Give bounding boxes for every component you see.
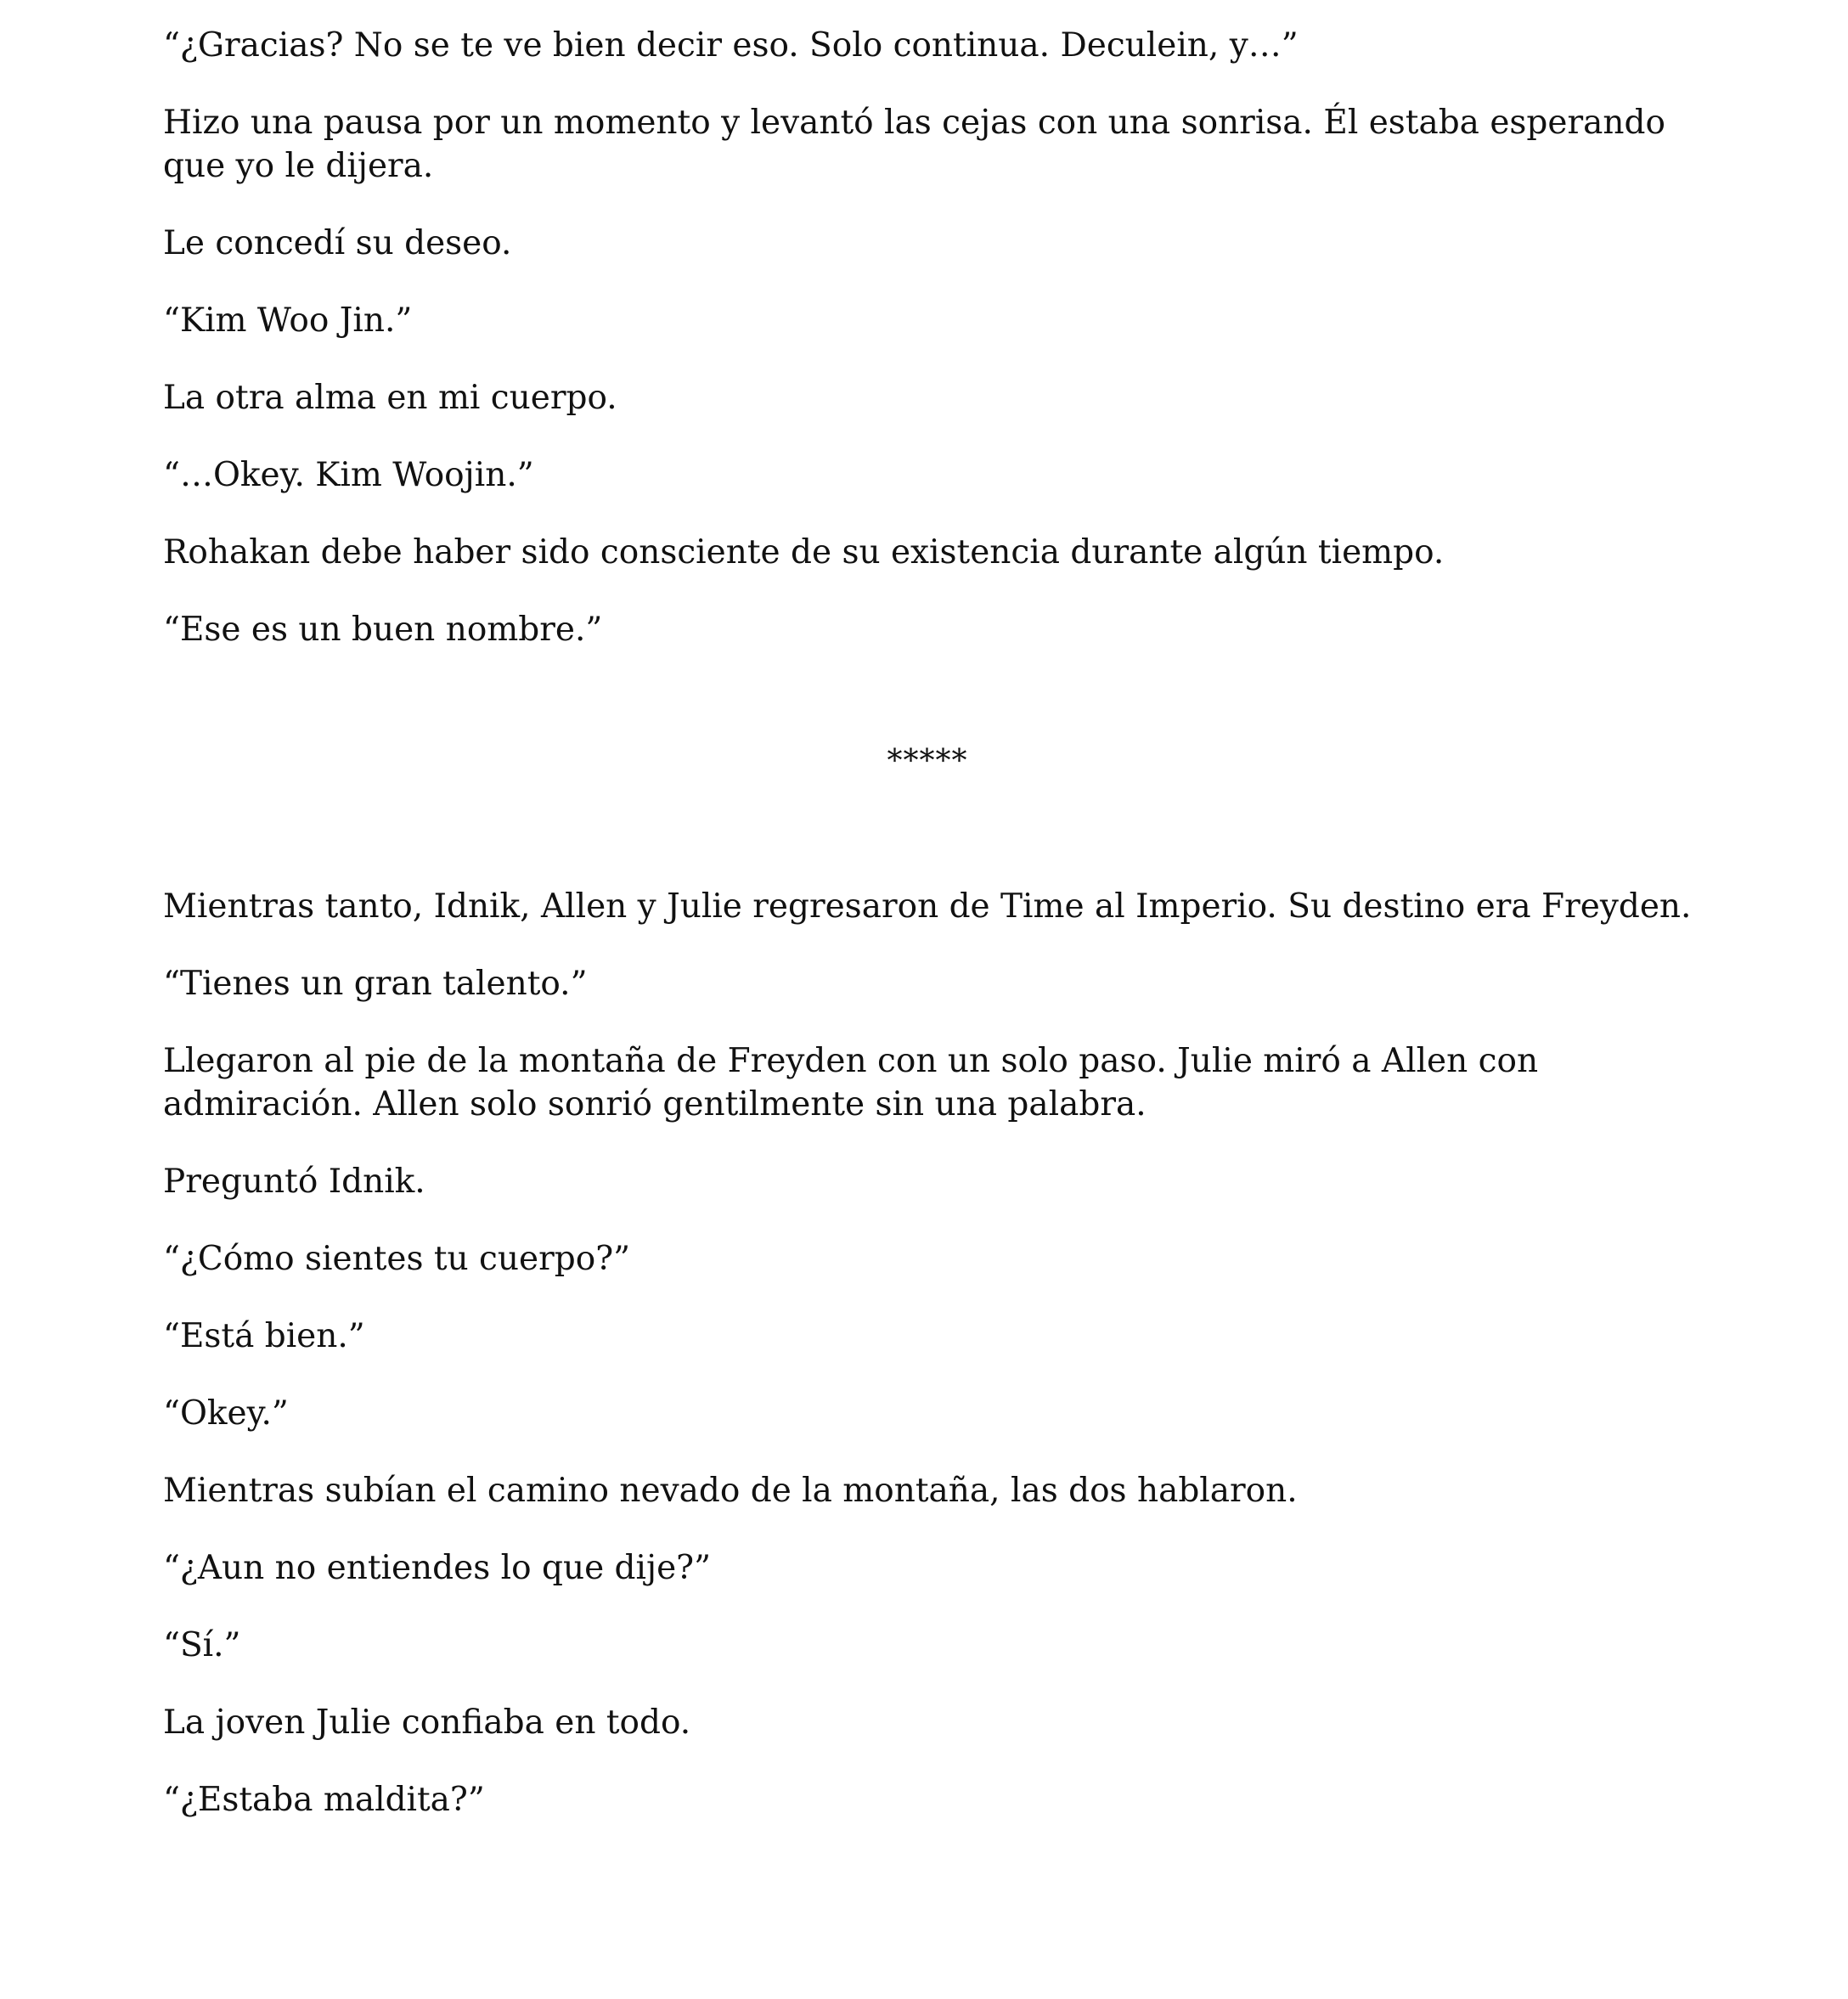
document-page [163, 24, 1692, 1855]
paragraph: “Sí.” [163, 1626, 241, 1664]
paragraph: La otra alma en mi cuerpo. [163, 379, 617, 417]
paragraph: Le concedí su deseo. [163, 224, 512, 262]
paragraph: “Está bien.” [163, 1317, 365, 1355]
paragraph: “Tienes un gran talento.” [163, 965, 588, 1003]
paragraph: “Ese es un buen nombre.” [163, 611, 603, 649]
paragraph: “Okey.” [163, 1394, 289, 1433]
paragraph: “Kim Woo Jin.” [163, 301, 413, 340]
paragraph: Preguntó Idnik. [163, 1163, 425, 1201]
paragraph: “¿Aun no entiendes lo que dije?” [163, 1549, 712, 1587]
paragraph: La joven Julie confiaba en todo. [163, 1703, 691, 1742]
paragraph: Mientras subían el camino nevado de la montaña, las dos hablaron. [163, 1472, 1298, 1510]
paragraph: “¿Gracias? No se te ve bien decir eso. Solo continua. Deculein, y…” [163, 26, 1299, 65]
paragraph: “¿Cómo sientes tu cuerpo?” [163, 1240, 631, 1278]
paragraph: Hizo una pausa por un momento y levantó las cejas con una sonrisa. Él estaba esperando que yo le dijera. [163, 104, 1665, 185]
paragraph: “¿Estaba maldita?” [163, 1781, 485, 1819]
scene-separator: ***** [887, 744, 968, 779]
paragraph: Llegaron al pie de la montaña de Freyden con un solo paso. Julie miró a Allen con admiración. Allen solo sonrió gentilmente sin una palabra. [163, 1042, 1539, 1123]
paragraph: Rohakan debe haber sido consciente de su existencia durante algún tiempo. [163, 533, 1445, 572]
paragraph: Mientras tanto, Idnik, Allen y Julie regresaron de Time al Imperio. Su destino era Freyden. [163, 887, 1692, 926]
paragraph: “…Okey. Kim Woojin.” [163, 456, 534, 494]
